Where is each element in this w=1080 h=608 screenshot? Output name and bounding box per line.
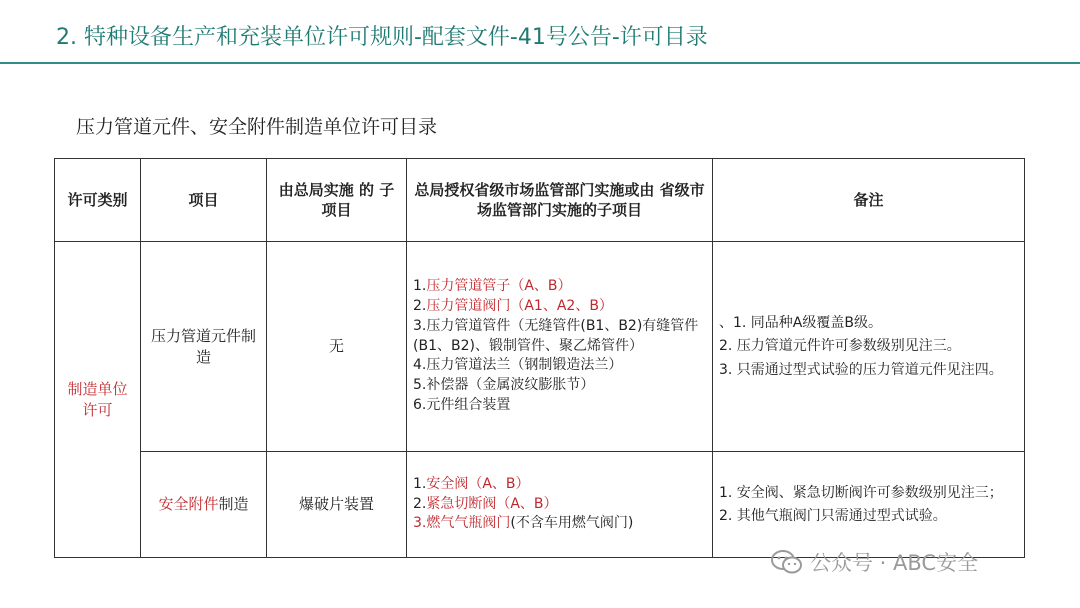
watermark [770,547,978,577]
list-item: 6.元件组合装置 [413,397,511,414]
header-provincial-subitems: 总局授权省级市场监管部门实施或由 省级市场监管部门实施的子项目 [407,159,713,242]
list-item: 3.压力管道管件（无缝管件(B1、B2)有缝管件(B1、B2)、锻制管件、聚乙烯管件） [413,317,699,354]
header-project: 项目 [141,159,267,242]
hq-cell-safety-accessory: 爆破片装置 [267,452,407,558]
slide-title: 2. 特种设备生产和充装单位许可规则-配套文件-41号公告-许可目录 [56,25,708,50]
remark-item: 、1. 同品种A级覆盖B级。 [719,315,882,332]
list-item: 5.补偿器（金属波纹膨胀节） [413,377,595,394]
list-item: 4.压力管道法兰（钢制锻造法兰） [413,357,623,374]
watermark-text: 公众号 · ABC安全 [810,551,979,575]
remark-item: 2. 其他气瓶阀门只需通过型式试验。 [719,508,947,524]
hq-cell-pressure-pipe: 无 [267,242,407,452]
wechat-icon [770,549,804,575]
table-subtitle: 压力管道元件、安全附件制造单位许可目录 [76,116,438,138]
category-cell: 制造单位许可 [55,242,141,558]
project-cell-safety-accessory: 安全附件制造 [141,452,267,558]
header-hq-subitems: 由总局实施 的 子项目 [267,159,407,242]
remark-item: 3. 只需通过型式试验的压力管道元件见注四。 [719,361,1003,378]
subitems-cell-safety-accessory [407,452,713,558]
header-remarks: 备注 [713,159,1025,242]
list-item: 2.压力管道阀门（A1、A2、B） [413,297,613,314]
list-item: 2.紧急切断阀（A、B） [413,495,558,512]
header-category: 许可类别 [55,159,141,242]
project-cell-pressure-pipe: 压力管道元件制造 [141,242,267,452]
list-item: 1.压力管道管子（A、B） [413,277,572,294]
remarks-cell-safety-accessory [713,452,1025,558]
permit-table [54,158,1025,558]
table-row-safety-accessory [55,452,1025,558]
subitems-cell-pressure-pipe [407,242,713,452]
table-header-row [55,159,1025,242]
table-row-pressure-pipe [55,242,1025,452]
title-divider [0,62,1080,64]
remarks-cell-pressure-pipe [713,242,1025,452]
remark-item: 2. 压力管道元件许可参数级别见注三。 [719,338,961,355]
list-item: 1.安全阀（A、B） [413,475,530,492]
remark-item: 1. 安全阀、紧急切断阀许可参数级别见注三； [719,484,1003,501]
list-item: 3.燃气气瓶阀门(不含车用燃气阀门) [413,515,634,532]
